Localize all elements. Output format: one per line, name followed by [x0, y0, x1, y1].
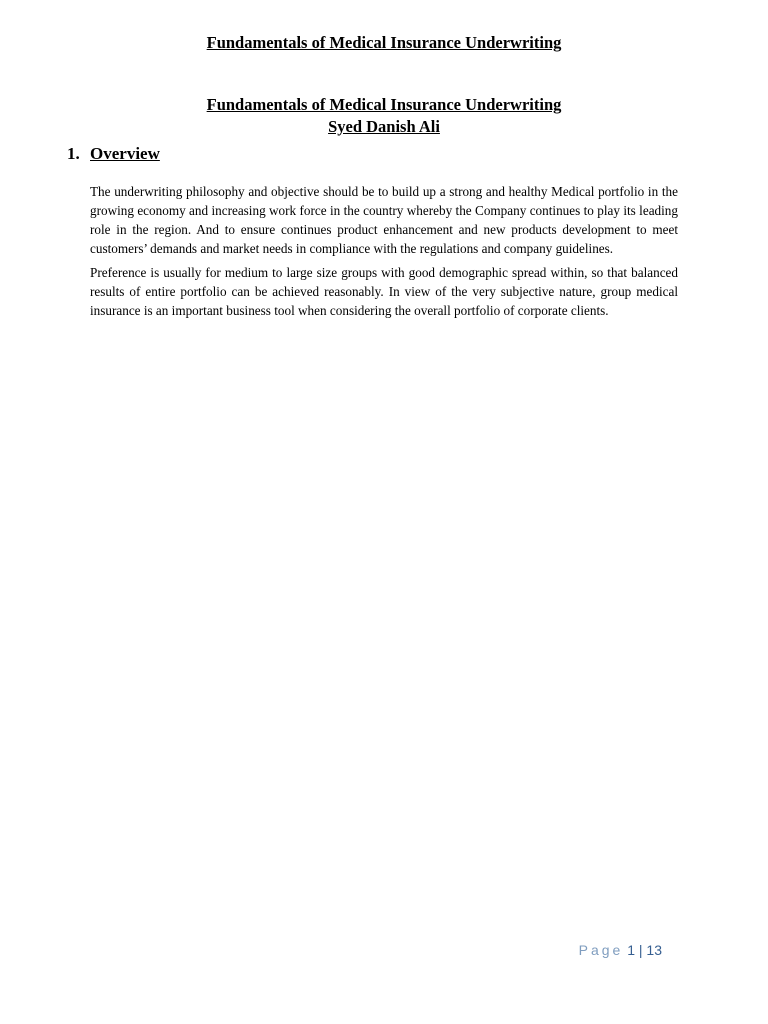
section-number: 1. [67, 144, 80, 163]
total-pages: 13 [646, 942, 662, 958]
running-header: Fundamentals of Medical Insurance Underwriting [206, 33, 562, 52]
page-label: Page [578, 942, 624, 958]
document-author: Syed Danish Ali [328, 117, 440, 136]
section-title: Overview [90, 144, 160, 163]
page-footer [579, 940, 662, 960]
paragraph: The underwriting philosophy and objective should be to build up a strong and healthy Medical portfolio in the growing economy and increasing work force in the country whereby the Company continues to play its leading role in the region. And to ensure continues product enhancement and new products development to meet customers’ demands and market needs in compliance with the regulations and company guidelines. [90, 184, 678, 256]
document-title: Fundamentals of Medical Insurance Underwriting [206, 95, 562, 114]
section-heading [67, 144, 160, 164]
section-body [90, 182, 678, 325]
page-separator: | [638, 942, 643, 958]
current-page-number: 1 [627, 942, 635, 958]
paragraph: Preference is usually for medium to large size groups with good demographic spread within, so that balanced results of entire portfolio can be achieved reasonably. In view of the very subjective nature, group medical insurance is an important business tool when considering the overall portfolio of corporate clients. [90, 265, 678, 318]
title-block [0, 94, 768, 138]
